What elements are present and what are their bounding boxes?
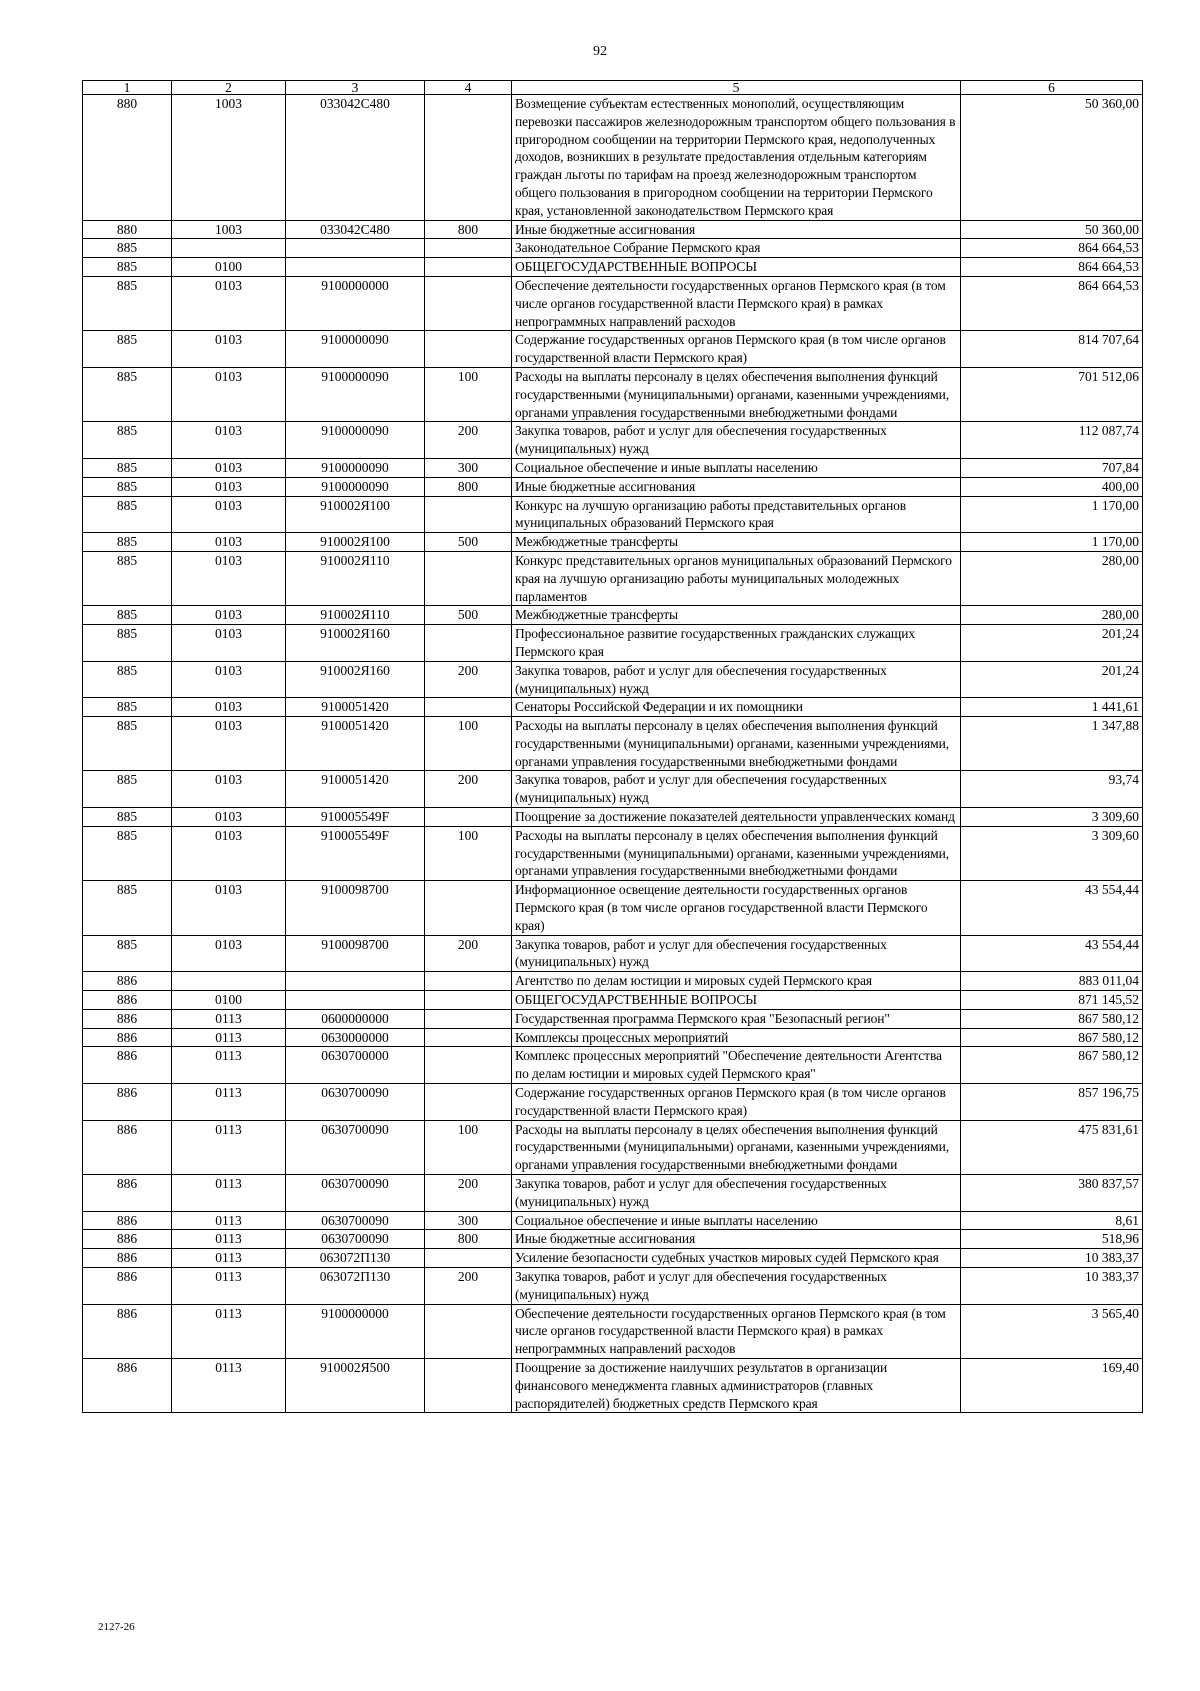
description-cell: Закупка товаров, работ и услуг для обеспечения государственных (муниципальных) нужд [512,771,961,808]
admin-code-cell: 880 [83,95,172,221]
description-cell: Усиление безопасности судебных участков мировых судей Пермского края [512,1249,961,1268]
description-cell: Закупка товаров, работ и услуг для обеспечения государственных (муниципальных) нужд [512,935,961,972]
expense-type-cell: 500 [425,606,512,625]
admin-code-cell: 886 [83,991,172,1010]
admin-code-cell: 885 [83,477,172,496]
description-cell: Закупка товаров, работ и услуг для обеспечения государственных (муниципальных) нужд [512,422,961,459]
column-header-4: 4 [425,81,512,95]
table-row [83,220,1143,239]
section-code-cell: 0113 [172,1009,286,1028]
admin-code-cell: 885 [83,422,172,459]
section-code-cell: 0113 [172,1120,286,1174]
admin-code-cell: 885 [83,771,172,808]
section-code-cell: 0100 [172,258,286,277]
description-cell: Конкурс представительных органов муниципальных образований Пермского края на лучшую организацию работы муниципальных молодежных парламентов [512,551,961,605]
target-code-cell: 910002Я160 [286,625,425,662]
expense-type-cell [425,698,512,717]
description-cell: Профессиональное развитие государственных гражданских служащих Пермского края [512,625,961,662]
amount-cell: 3 309,60 [961,808,1143,827]
expense-type-cell: 500 [425,533,512,552]
section-code-cell: 0113 [172,1084,286,1121]
table-row [83,477,1143,496]
expense-type-cell [425,991,512,1010]
section-code-cell: 0103 [172,698,286,717]
target-code-cell: 9100098700 [286,935,425,972]
expense-type-cell [425,1358,512,1412]
table-row [83,771,1143,808]
section-code-cell: 0113 [172,1268,286,1305]
target-code-cell: 910005549F [286,808,425,827]
description-cell: Расходы на выплаты персоналу в целях обеспечения выполнения функций государственными (муниципальными) органами, казенными учреждениями, органами управления государственными внебюджетными фондами [512,367,961,421]
amount-cell: 864 664,53 [961,276,1143,330]
section-code-cell: 0113 [172,1230,286,1249]
table-row [83,458,1143,477]
expense-type-cell [425,239,512,258]
description-cell: Расходы на выплаты персоналу в целях обеспечения выполнения функций государственными (муниципальными) органами, казенными учреждениями, органами управления государственными внебюджетными фондами [512,717,961,771]
admin-code-cell: 886 [83,1268,172,1305]
expense-type-cell [425,1084,512,1121]
target-code-cell: 0630700000 [286,1047,425,1084]
target-code-cell: 9100000090 [286,422,425,459]
expense-type-cell: 200 [425,422,512,459]
admin-code-cell: 886 [83,1047,172,1084]
admin-code-cell: 885 [83,826,172,880]
target-code-cell: 910002Я500 [286,1358,425,1412]
amount-cell: 1 170,00 [961,533,1143,552]
amount-cell: 3 565,40 [961,1304,1143,1358]
admin-code-cell: 885 [83,606,172,625]
section-code-cell: 1003 [172,95,286,221]
amount-cell: 867 580,12 [961,1028,1143,1047]
admin-code-cell: 885 [83,698,172,717]
target-code-cell: 9100000000 [286,1304,425,1358]
expense-type-cell: 100 [425,367,512,421]
description-cell: Комплекс процессных мероприятий "Обеспечение деятельности Агентства по делам юстиции и мировых судей Пермского края" [512,1047,961,1084]
table-row [83,1175,1143,1212]
expense-type-cell: 100 [425,1120,512,1174]
section-code-cell: 0103 [172,496,286,533]
target-code-cell: 910002Я160 [286,661,425,698]
amount-cell: 867 580,12 [961,1009,1143,1028]
table-row [83,826,1143,880]
expense-type-cell: 200 [425,1175,512,1212]
table-row [83,606,1143,625]
target-code-cell: 910002Я100 [286,533,425,552]
table-row [83,1230,1143,1249]
section-code-cell [172,239,286,258]
expense-type-cell [425,496,512,533]
amount-cell: 883 011,04 [961,972,1143,991]
target-code-cell: 9100000090 [286,458,425,477]
budget-table [82,80,1143,1413]
table-row [83,367,1143,421]
target-code-cell: 910002Я110 [286,551,425,605]
column-header-2: 2 [172,81,286,95]
description-cell: Возмещение субъектам естественных монополий, осуществляющим перевозки пассажиров железнодорожным транспортом общего пользования в пригородном сообщении на территории Пермского края, недополученных доходов, возникших в результате предоставления отдельным категориям граждан льготы по тарифам на проезд железнодорожным транспортом общего пользования в пригородном сообщении на территории Пермского края, установленной законодательством Пермского края [512,95,961,221]
table-row [83,972,1143,991]
target-code-cell: 0630700090 [286,1175,425,1212]
amount-cell: 475 831,61 [961,1120,1143,1174]
amount-cell: 50 360,00 [961,95,1143,221]
table-row [83,1304,1143,1358]
amount-cell: 1 441,61 [961,698,1143,717]
target-code-cell [286,972,425,991]
admin-code-cell: 885 [83,239,172,258]
table-row [83,1028,1143,1047]
expense-type-cell [425,881,512,935]
table-row [83,551,1143,605]
section-code-cell [172,972,286,991]
amount-cell: 280,00 [961,606,1143,625]
section-code-cell: 0103 [172,276,286,330]
amount-cell: 201,24 [961,625,1143,662]
expense-type-cell: 200 [425,771,512,808]
target-code-cell: 0630700090 [286,1120,425,1174]
amount-cell: 3 309,60 [961,826,1143,880]
section-code-cell: 0103 [172,771,286,808]
table-row [83,1047,1143,1084]
expense-type-cell: 800 [425,1230,512,1249]
amount-cell: 864 664,53 [961,258,1143,277]
description-cell: Законодательное Собрание Пермского края [512,239,961,258]
table-row [83,95,1143,221]
table-row [83,276,1143,330]
section-code-cell: 0103 [172,717,286,771]
table-row [83,1009,1143,1028]
section-code-cell: 0113 [172,1304,286,1358]
target-code-cell: 0630700090 [286,1230,425,1249]
section-code-cell: 1003 [172,220,286,239]
target-code-cell: 0600000000 [286,1009,425,1028]
admin-code-cell: 885 [83,533,172,552]
section-code-cell: 0103 [172,606,286,625]
section-code-cell: 0103 [172,826,286,880]
admin-code-cell: 886 [83,1028,172,1047]
amount-cell: 10 383,37 [961,1268,1143,1305]
column-header-3: 3 [286,81,425,95]
description-cell: Сенаторы Российской Федерации и их помощники [512,698,961,717]
amount-cell: 201,24 [961,661,1143,698]
target-code-cell: 910002Я110 [286,606,425,625]
table-row [83,1211,1143,1230]
admin-code-cell: 885 [83,808,172,827]
amount-cell: 701 512,06 [961,367,1143,421]
target-code-cell: 0630700090 [286,1084,425,1121]
section-code-cell: 0103 [172,367,286,421]
section-code-cell: 0113 [172,1249,286,1268]
section-code-cell: 0103 [172,458,286,477]
section-code-cell: 0103 [172,625,286,662]
amount-cell: 112 087,74 [961,422,1143,459]
section-code-cell: 0113 [172,1211,286,1230]
table-row [83,496,1143,533]
description-cell: Обеспечение деятельности государственных органов Пермского края (в том числе органов государственной власти Пермского края) в рамках непрограммных направлений расходов [512,1304,961,1358]
description-cell: Содержание государственных органов Пермского края (в том числе органов государственной власти Пермского края) [512,1084,961,1121]
table-row [83,422,1143,459]
target-code-cell: 063072П130 [286,1268,425,1305]
admin-code-cell: 880 [83,220,172,239]
section-code-cell: 0113 [172,1358,286,1412]
expense-type-cell: 200 [425,1268,512,1305]
amount-cell: 380 837,57 [961,1175,1143,1212]
section-code-cell: 0103 [172,533,286,552]
expense-type-cell: 800 [425,220,512,239]
table-row [83,239,1143,258]
description-cell: Содержание государственных органов Пермского края (в том числе органов государственной власти Пермского края) [512,331,961,368]
amount-cell: 1 170,00 [961,496,1143,533]
target-code-cell: 0630000000 [286,1028,425,1047]
section-code-cell: 0103 [172,331,286,368]
admin-code-cell: 885 [83,551,172,605]
description-cell: Поощрение за достижение показателей деятельности управленческих команд [512,808,961,827]
admin-code-cell: 886 [83,1120,172,1174]
table-row [83,258,1143,277]
description-cell: Обеспечение деятельности государственных органов Пермского края (в том числе органов государственной власти Пермского края) в рамках непрограммных направлений расходов [512,276,961,330]
expense-type-cell: 100 [425,826,512,880]
amount-cell: 169,40 [961,1358,1143,1412]
admin-code-cell: 885 [83,496,172,533]
table-row [83,1358,1143,1412]
column-header-1: 1 [83,81,172,95]
amount-cell: 707,84 [961,458,1143,477]
amount-cell: 10 383,37 [961,1249,1143,1268]
amount-cell: 814 707,64 [961,331,1143,368]
description-cell: Агентство по делам юстиции и мировых судей Пермского края [512,972,961,991]
description-cell: Иные бюджетные ассигнования [512,477,961,496]
description-cell: Поощрение за достижение наилучших результатов в организации финансового менеджмента главных администраторов (главных распорядителей) бюджетных средств Пермского края [512,1358,961,1412]
description-cell: Социальное обеспечение и иные выплаты населению [512,458,961,477]
expense-type-cell [425,95,512,221]
expense-type-cell: 300 [425,1211,512,1230]
admin-code-cell: 885 [83,367,172,421]
admin-code-cell: 886 [83,1230,172,1249]
description-cell: Конкурс на лучшую организацию работы представительных органов муниципальных образований Пермского края [512,496,961,533]
target-code-cell: 9100051420 [286,771,425,808]
description-cell: Закупка товаров, работ и услуг для обеспечения государственных (муниципальных) нужд [512,661,961,698]
amount-cell: 280,00 [961,551,1143,605]
admin-code-cell: 886 [83,1358,172,1412]
admin-code-cell: 886 [83,1304,172,1358]
description-cell: ОБЩЕГОСУДАРСТВЕННЫЕ ВОПРОСЫ [512,991,961,1010]
column-header-6: 6 [961,81,1143,95]
admin-code-cell: 885 [83,935,172,972]
expense-type-cell: 300 [425,458,512,477]
description-cell: Расходы на выплаты персоналу в целях обеспечения выполнения функций государственными (муниципальными) органами, казенными учреждениями, органами управления государственными внебюджетными фондами [512,826,961,880]
section-code-cell: 0100 [172,991,286,1010]
target-code-cell [286,991,425,1010]
amount-cell: 43 554,44 [961,935,1143,972]
target-code-cell [286,258,425,277]
description-cell: Социальное обеспечение и иные выплаты населению [512,1211,961,1230]
admin-code-cell: 886 [83,1175,172,1212]
expense-type-cell: 800 [425,477,512,496]
description-cell: Иные бюджетные ассигнования [512,1230,961,1249]
amount-cell: 43 554,44 [961,881,1143,935]
expense-type-cell: 200 [425,935,512,972]
section-code-cell: 0103 [172,935,286,972]
expense-type-cell [425,1249,512,1268]
target-code-cell [286,239,425,258]
target-code-cell: 0630700090 [286,1211,425,1230]
admin-code-cell: 885 [83,331,172,368]
table-row [83,698,1143,717]
table-row [83,1249,1143,1268]
description-cell: Межбюджетные трансферты [512,533,961,552]
target-code-cell: 9100000090 [286,477,425,496]
section-code-cell: 0103 [172,881,286,935]
expense-type-cell: 200 [425,661,512,698]
amount-cell: 857 196,75 [961,1084,1143,1121]
page-number: 92 [593,44,607,59]
description-cell: Закупка товаров, работ и услуг для обеспечения государственных (муниципальных) нужд [512,1175,961,1212]
description-cell: ОБЩЕГОСУДАРСТВЕННЫЕ ВОПРОСЫ [512,258,961,277]
table-row [83,808,1143,827]
section-code-cell: 0103 [172,808,286,827]
table-body [83,95,1143,1413]
amount-cell: 93,74 [961,771,1143,808]
admin-code-cell: 885 [83,258,172,277]
admin-code-cell: 885 [83,625,172,662]
expense-type-cell [425,551,512,605]
admin-code-cell: 886 [83,1249,172,1268]
expense-type-cell [425,331,512,368]
description-cell: Комплексы процессных мероприятий [512,1028,961,1047]
section-code-cell: 0113 [172,1047,286,1084]
target-code-cell: 910002Я100 [286,496,425,533]
admin-code-cell: 885 [83,717,172,771]
description-cell: Межбюджетные трансферты [512,606,961,625]
header-row [83,81,1143,95]
footer-code: 2127-26 [98,1621,135,1633]
admin-code-cell: 886 [83,972,172,991]
table-row [83,1120,1143,1174]
table-row [83,625,1143,662]
target-code-cell: 033042C480 [286,95,425,221]
target-code-cell: 9100000090 [286,367,425,421]
amount-cell: 50 360,00 [961,220,1143,239]
expense-type-cell [425,276,512,330]
column-header-5: 5 [512,81,961,95]
amount-cell: 864 664,53 [961,239,1143,258]
table-row [83,1084,1143,1121]
expense-type-cell [425,1028,512,1047]
amount-cell: 400,00 [961,477,1143,496]
description-cell: Государственная программа Пермского края "Безопасный регион" [512,1009,961,1028]
description-cell: Иные бюджетные ассигнования [512,220,961,239]
expense-type-cell [425,625,512,662]
amount-cell: 1 347,88 [961,717,1143,771]
amount-cell: 518,96 [961,1230,1143,1249]
target-code-cell: 910005549F [286,826,425,880]
section-code-cell: 0103 [172,477,286,496]
admin-code-cell: 885 [83,276,172,330]
expense-type-cell: 100 [425,717,512,771]
target-code-cell: 9100000000 [286,276,425,330]
table-row [83,717,1143,771]
description-cell: Информационное освещение деятельности государственных органов Пермского края (в том числе органов государственной власти Пермского края) [512,881,961,935]
section-code-cell: 0113 [172,1175,286,1212]
expense-type-cell [425,1047,512,1084]
expense-type-cell [425,1304,512,1358]
section-code-cell: 0113 [172,1028,286,1047]
table-row [83,881,1143,935]
admin-code-cell: 885 [83,661,172,698]
description-cell: Расходы на выплаты персоналу в целях обеспечения выполнения функций государственными (муниципальными) органами, казенными учреждениями, органами управления государственными внебюджетными фондами [512,1120,961,1174]
target-code-cell: 9100000090 [286,331,425,368]
admin-code-cell: 885 [83,458,172,477]
table-row [83,991,1143,1010]
amount-cell: 871 145,52 [961,991,1143,1010]
target-code-cell: 9100098700 [286,881,425,935]
table-row [83,1268,1143,1305]
section-code-cell: 0103 [172,422,286,459]
expense-type-cell [425,258,512,277]
table-row [83,935,1143,972]
target-code-cell: 9100051420 [286,698,425,717]
expense-type-cell [425,972,512,991]
amount-cell: 8,61 [961,1211,1143,1230]
table-row [83,331,1143,368]
admin-code-cell: 886 [83,1084,172,1121]
admin-code-cell: 886 [83,1009,172,1028]
amount-cell: 867 580,12 [961,1047,1143,1084]
section-code-cell: 0103 [172,551,286,605]
expense-type-cell [425,1009,512,1028]
table-row [83,661,1143,698]
section-code-cell: 0103 [172,661,286,698]
table-row [83,533,1143,552]
expense-type-cell [425,808,512,827]
target-code-cell: 033042C480 [286,220,425,239]
target-code-cell: 9100051420 [286,717,425,771]
target-code-cell: 063072П130 [286,1249,425,1268]
admin-code-cell: 885 [83,881,172,935]
admin-code-cell: 886 [83,1211,172,1230]
description-cell: Закупка товаров, работ и услуг для обеспечения государственных (муниципальных) нужд [512,1268,961,1305]
